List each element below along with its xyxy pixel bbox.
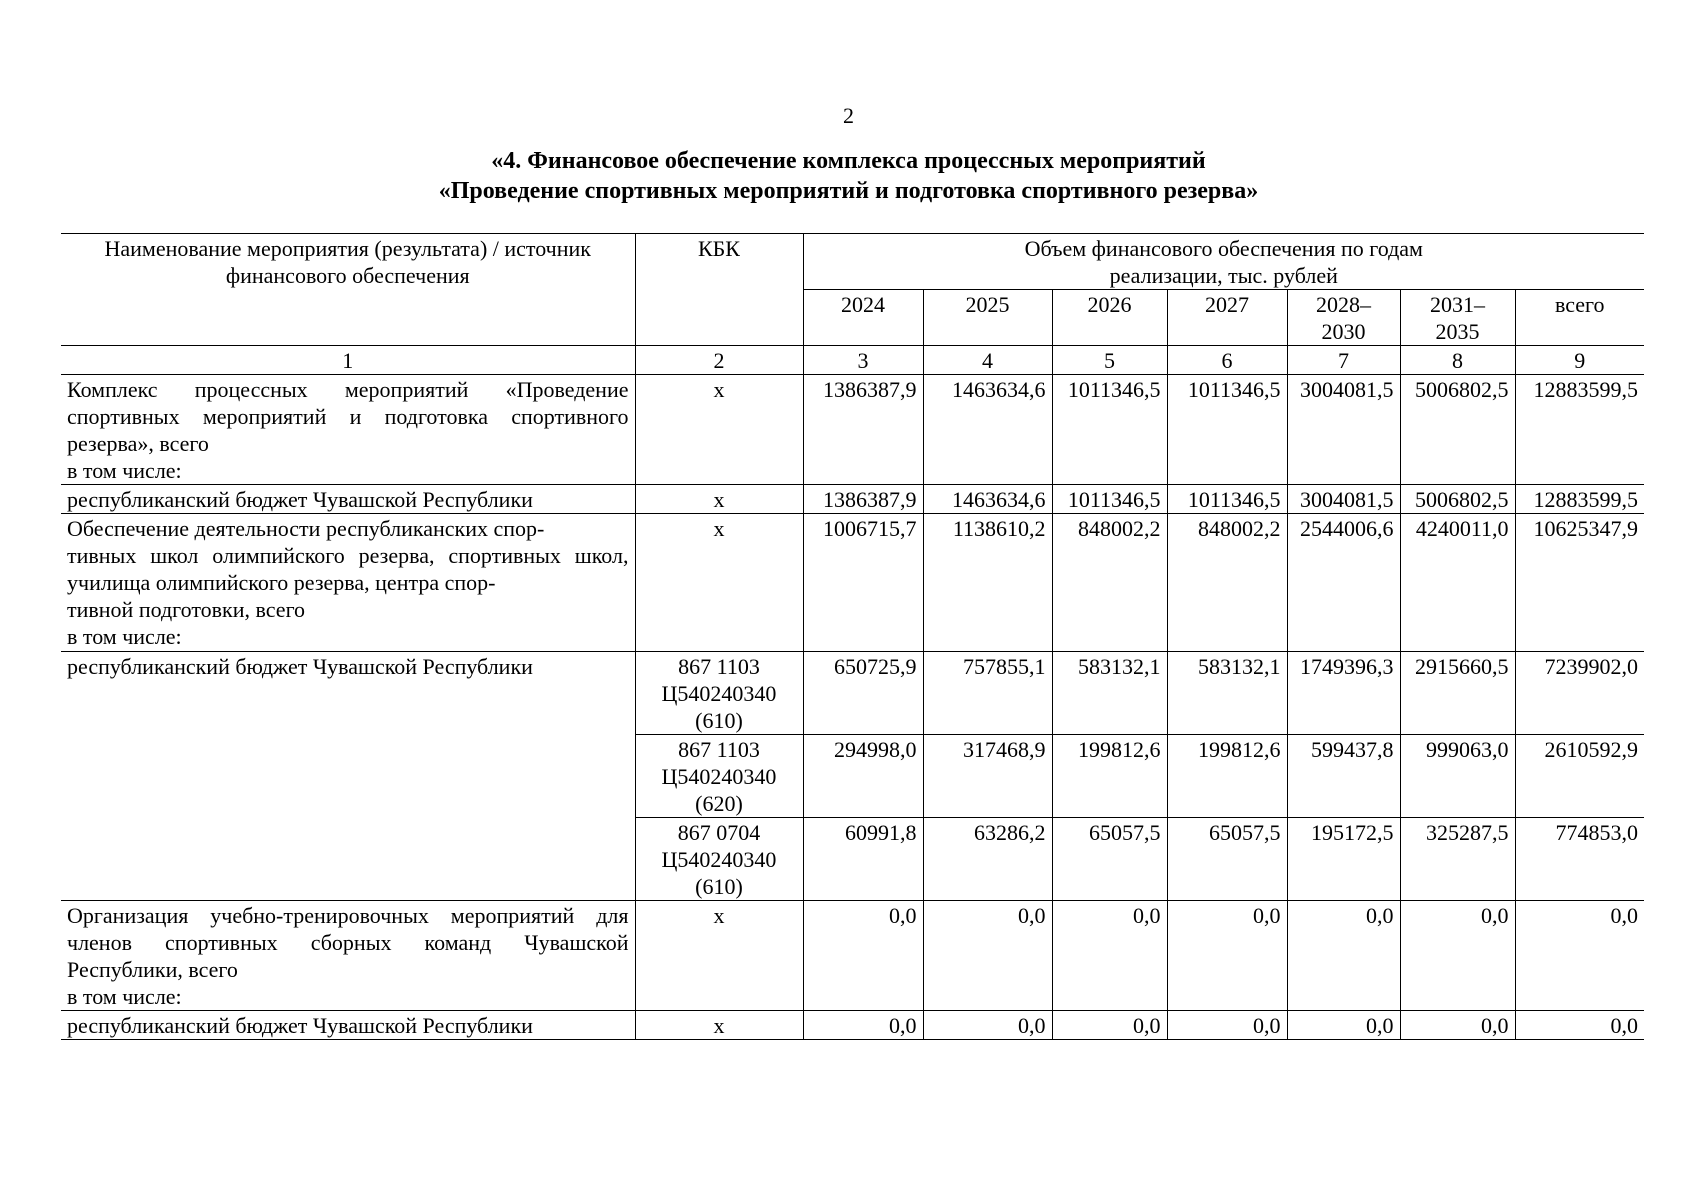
row-value: 848002,2 [1167, 514, 1287, 652]
column-number: 3 [803, 346, 923, 375]
row-kbk: 867 1103 Ц540240340 (620) [635, 735, 803, 818]
row-name: республиканский бюджет Чувашской Республики [61, 1011, 635, 1040]
table-row [61, 514, 1644, 652]
row-value: 848002,2 [1052, 514, 1167, 652]
column-number: 2 [635, 346, 803, 375]
row-value: 10625347,9 [1515, 514, 1644, 652]
row-value: 757855,1 [923, 652, 1052, 735]
row-value: 0,0 [803, 1011, 923, 1040]
header-year: 2024 [803, 290, 923, 346]
page-number: 2 [843, 103, 854, 128]
row-value: 999063,0 [1400, 735, 1515, 818]
row-value: 1749396,3 [1287, 652, 1400, 735]
row-value: 0,0 [923, 901, 1052, 1011]
table-row [61, 901, 1644, 1011]
column-number: 7 [1287, 346, 1400, 375]
row-value: 774853,0 [1515, 818, 1644, 901]
row-subtext: в том числе: [67, 458, 182, 483]
row-kbk: 867 0704 Ц540240340 (610) [635, 818, 803, 901]
row-value: 199812,6 [1167, 735, 1287, 818]
row-value: 63286,2 [923, 818, 1052, 901]
row-value: 1463634,6 [923, 375, 1052, 485]
row-value: 599437,8 [1287, 735, 1400, 818]
row-subtext: в том числе: [67, 624, 182, 649]
row-value: 0,0 [1167, 901, 1287, 1011]
row-value: 0,0 [1515, 1011, 1644, 1040]
row-value: 1011346,5 [1167, 375, 1287, 485]
row-value: 1011346,5 [1052, 485, 1167, 514]
row-value: 325287,5 [1400, 818, 1515, 901]
row-kbk: x [635, 485, 803, 514]
header-year: 2027 [1167, 290, 1287, 346]
row-value: 0,0 [1287, 901, 1400, 1011]
table-row [61, 375, 1644, 485]
row-name-text: Организация учебно-тренировочных мероприятий для членов спортивных сборных команд Чувашской Республики, всего [67, 903, 629, 982]
row-value: 0,0 [1400, 901, 1515, 1011]
row-value: 0,0 [1052, 901, 1167, 1011]
column-number: 6 [1167, 346, 1287, 375]
document-title [0, 146, 1697, 206]
row-value: 3004081,5 [1287, 485, 1400, 514]
row-value: 1011346,5 [1167, 485, 1287, 514]
row-value: 583132,1 [1167, 652, 1287, 735]
row-value: 3004081,5 [1287, 375, 1400, 485]
column-number: 1 [61, 346, 635, 375]
financing-table [61, 233, 1644, 1040]
row-kbk: x [635, 1011, 803, 1040]
row-name-text: Обеспечение деятельности республиканских спор- тивных школ олимпийского резерва, спортивных школ, училища олимпийского резерва, центра спор- тивной подготовки, всего [67, 516, 629, 622]
header-year: 2031– 2035 [1400, 290, 1515, 346]
row-kbk: x [635, 901, 803, 1011]
row-name: республиканский бюджет Чувашской Республики [61, 485, 635, 514]
row-value: 5006802,5 [1400, 375, 1515, 485]
header-volume-group: Объем финансового обеспечения по годам реализации, тыс. рублей [803, 234, 1644, 290]
header-year: 2025 [923, 290, 1052, 346]
row-value: 2610592,9 [1515, 735, 1644, 818]
row-name [61, 901, 635, 1011]
row-value: 0,0 [1167, 1011, 1287, 1040]
row-value: 1011346,5 [1052, 375, 1167, 485]
row-value: 0,0 [923, 1011, 1052, 1040]
row-value: 1386387,9 [803, 485, 923, 514]
row-value: 65057,5 [1167, 818, 1287, 901]
table-row [61, 1011, 1644, 1040]
row-value: 650725,9 [803, 652, 923, 735]
row-value: 195172,5 [1287, 818, 1400, 901]
row-value: 5006802,5 [1400, 485, 1515, 514]
table-row [61, 485, 1644, 514]
row-value: 317468,9 [923, 735, 1052, 818]
row-value: 0,0 [803, 901, 923, 1011]
header-name-col: Наименование мероприятия (результата) / источник финансового обеспечения [61, 234, 635, 346]
row-name-text: Комплекс процессных мероприятий «Проведение спортивных мероприятий и подготовка спортивного резерва», всего [67, 377, 629, 456]
column-number: 8 [1400, 346, 1515, 375]
header-year: 2028– 2030 [1287, 290, 1400, 346]
row-value: 1138610,2 [923, 514, 1052, 652]
table-row [61, 652, 1644, 735]
row-value: 0,0 [1400, 1011, 1515, 1040]
row-value: 1386387,9 [803, 375, 923, 485]
row-kbk: 867 1103 Ц540240340 (610) [635, 652, 803, 735]
column-number: 9 [1515, 346, 1644, 375]
row-subtext: в том числе: [67, 984, 182, 1009]
column-number: 4 [923, 346, 1052, 375]
row-value: 583132,1 [1052, 652, 1167, 735]
row-value: 0,0 [1515, 901, 1644, 1011]
row-name [61, 375, 635, 485]
column-number: 5 [1052, 346, 1167, 375]
row-value: 12883599,5 [1515, 375, 1644, 485]
row-value: 7239902,0 [1515, 652, 1644, 735]
row-value: 60991,8 [803, 818, 923, 901]
row-value: 0,0 [1052, 1011, 1167, 1040]
title-line-1: «4. Финансовое обеспечение комплекса процессных мероприятий [491, 148, 1206, 174]
row-kbk: x [635, 375, 803, 485]
column-number-row [61, 346, 1644, 375]
row-value: 199812,6 [1052, 735, 1167, 818]
row-value: 294998,0 [803, 735, 923, 818]
header-year: 2026 [1052, 290, 1167, 346]
row-value: 2544006,6 [1287, 514, 1400, 652]
row-name [61, 514, 635, 652]
header-kbk-col: КБК [635, 234, 803, 346]
row-value: 4240011,0 [1400, 514, 1515, 652]
header-total: всего [1515, 290, 1644, 346]
row-value: 0,0 [1287, 1011, 1400, 1040]
row-value: 1006715,7 [803, 514, 923, 652]
row-value: 1463634,6 [923, 485, 1052, 514]
row-value: 65057,5 [1052, 818, 1167, 901]
row-value: 2915660,5 [1400, 652, 1515, 735]
row-kbk: x [635, 514, 803, 652]
title-line-2: «Проведение спортивных мероприятий и подготовка спортивного резерва» [438, 178, 1259, 204]
row-name: республиканский бюджет Чувашской Республики [61, 652, 635, 901]
row-value: 12883599,5 [1515, 485, 1644, 514]
